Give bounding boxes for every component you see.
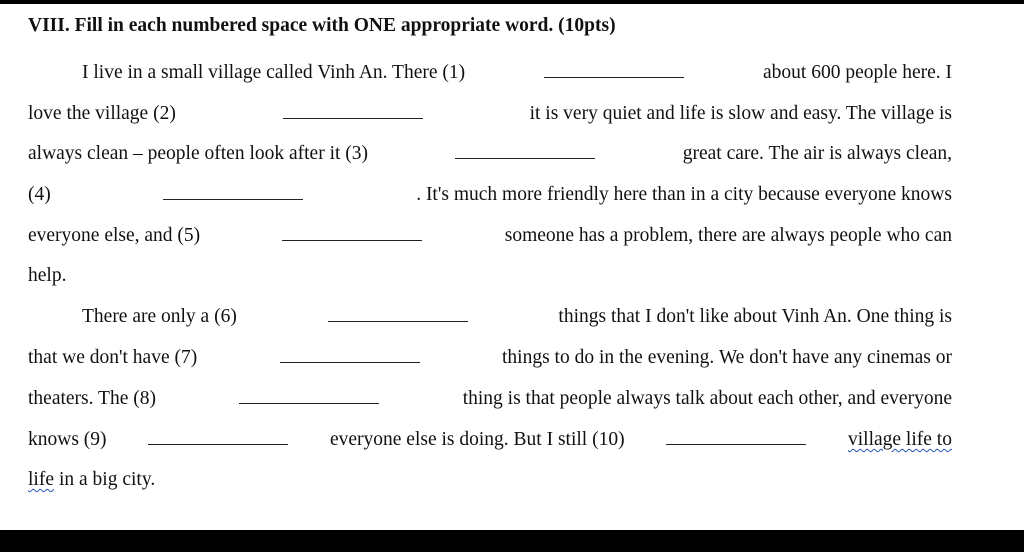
- exercise-title: VIII. Fill in each numbered space with ONE appropriate word. (10pts): [28, 15, 616, 36]
- passage-line-1: [82, 61, 952, 85]
- passage-line-11: [28, 468, 952, 492]
- passage-text: help.: [28, 265, 67, 286]
- answer-blank-9[interactable]: [148, 443, 288, 445]
- answer-blank-1[interactable]: [544, 76, 684, 78]
- answer-blank-5[interactable]: [282, 239, 422, 241]
- passage-line-7: [82, 305, 952, 329]
- passage-text: things that I don't like about Vinh An. One thing is: [558, 306, 952, 327]
- passage-text: . It's much more friendly here than in a city because everyone knows: [416, 184, 952, 205]
- passage-line-3: [28, 142, 952, 166]
- passage-line-10: [28, 428, 952, 452]
- answer-blank-10[interactable]: [666, 443, 806, 445]
- spellcheck-underlined-text: life: [28, 469, 54, 490]
- passage-text: great care. The air is always clean,: [682, 143, 952, 164]
- passage-text: that we don't have (7): [28, 347, 198, 368]
- passage-text: everyone else, and (5): [28, 225, 201, 246]
- answer-blank-2[interactable]: [283, 117, 423, 119]
- passage-text: (4): [28, 184, 51, 205]
- answer-blank-4[interactable]: [163, 198, 303, 200]
- answer-blank-7[interactable]: [280, 361, 420, 363]
- passage-text: always clean – people often look after it (3): [28, 143, 369, 164]
- passage-line-4: [28, 183, 952, 207]
- passage-text: someone has a problem, there are always people who can: [504, 225, 952, 246]
- answer-blank-3[interactable]: [455, 157, 595, 159]
- worksheet-page: [0, 4, 1024, 530]
- passage-text: things to do in the evening. We don't have any cinemas or: [502, 347, 952, 368]
- spellcheck-underlined-text: village life to: [847, 429, 952, 450]
- passage-text: I live in a small village called Vinh An. There (1): [82, 62, 466, 83]
- passage-text: knows (9): [28, 429, 107, 450]
- passage-text: it is very quiet and life is slow and easy. The village is: [529, 103, 952, 124]
- answer-blank-8[interactable]: [239, 402, 379, 404]
- passage-line-8: [28, 346, 952, 370]
- passage-text: There are only a (6): [82, 306, 237, 327]
- passage-line-2: [28, 102, 952, 126]
- passage-text: theaters. The (8): [28, 388, 156, 409]
- passage-text: thing is that people always talk about each other, and everyone: [462, 388, 952, 409]
- passage-text: about 600 people here. I: [763, 62, 952, 83]
- passage-line-9: [28, 387, 952, 411]
- answer-blank-6[interactable]: [328, 320, 468, 322]
- passage-text: everyone else is doing. But I still (10): [329, 429, 625, 450]
- passage-line-5: [28, 224, 952, 248]
- passage-line-6: [28, 264, 952, 288]
- passage-text: love the village (2): [28, 103, 176, 124]
- passage-text: in a big city.: [58, 469, 156, 490]
